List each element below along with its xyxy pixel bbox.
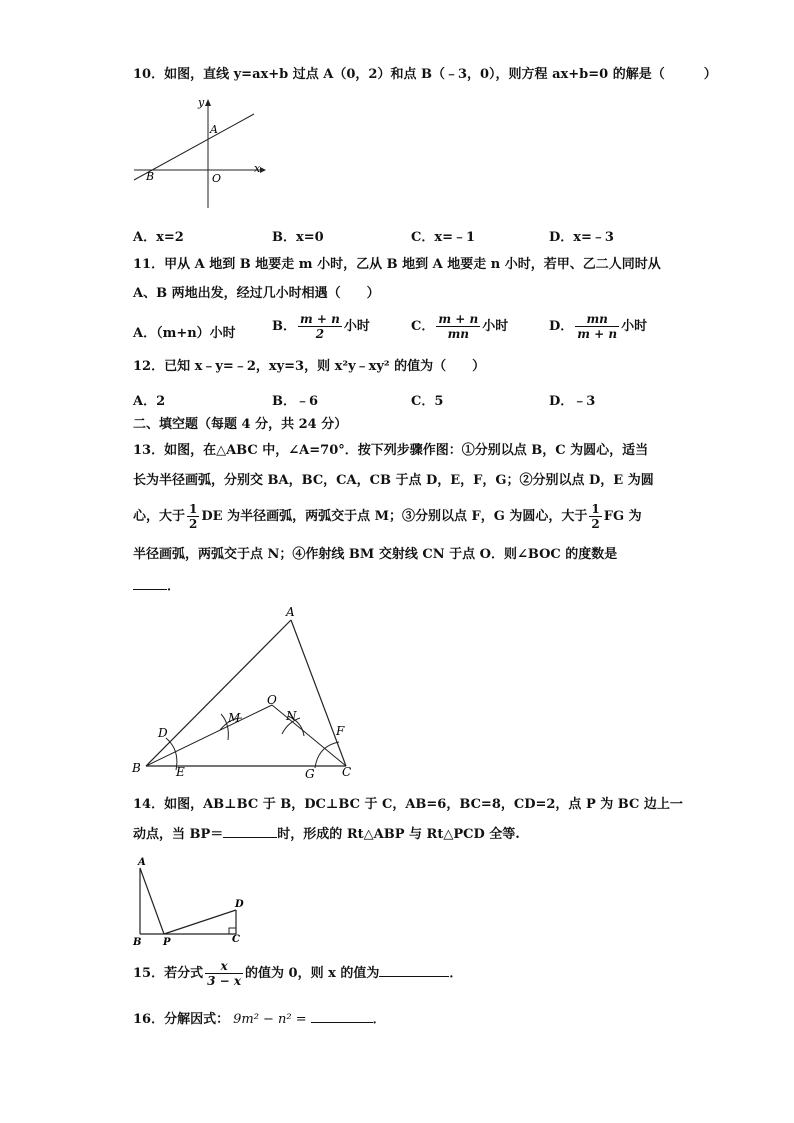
q12-stem: 12．已知 x﹣y=﹣2，xy=3，则 x²y﹣xy² 的值为（ ） xyxy=(133,359,486,374)
q10-figure xyxy=(130,96,270,211)
q11-line2: A、B 两地出发，经过几小时相遇（ ） xyxy=(133,286,380,301)
q12-option-b[interactable]: B．﹣6 xyxy=(272,394,319,409)
q14-line2: 动点，当 BP＝ 时，形成的 Rt△ABP 与 Rt△PCD 全等. xyxy=(133,827,520,842)
q13-line3: 心，大于 $\frac{1}{2}$ DE 为半径画弧，两弧交于点 M；③分别以点 F，G 为圆心，大于 $\frac{1}{2}$ FG 为 xyxy=(133,502,642,531)
q10-option-b[interactable]: B．x=0 xyxy=(272,230,324,245)
q15-line: 15．若分式 $\frac{x}{3 - x}$ 的值为 0，则 x 的值为 ． xyxy=(133,959,463,988)
q11-line1: 11．甲从 A 地到 B 地要走 m 小时，乙从 B 地到 A 地要走 n 小时，若甲、乙二人同时从 xyxy=(133,257,661,272)
q12-option-c[interactable]: C．5 xyxy=(411,394,444,409)
label-c: C xyxy=(232,934,240,945)
label-b: B xyxy=(132,761,141,775)
label-a: A xyxy=(210,123,218,136)
q16-line: 16．分解因式： 9m² − n² = ． xyxy=(133,1012,386,1027)
q14-line1: 14．如图，AB⊥BC 于 B，DC⊥BC 于 C，AB=6，BC=8，CD=2，点 P 为 BC 边上一 xyxy=(133,797,683,812)
q10-option-a[interactable]: A．x=2 xyxy=(133,230,184,245)
label-a: A xyxy=(138,857,146,868)
q13-answer-blank[interactable] xyxy=(133,589,167,590)
q13-line4: 半径画弧，两弧交于点 N；④作射线 BM 交射线 CN 于点 O．则∠BOC 的度数是 xyxy=(133,547,618,562)
q14-answer-blank[interactable] xyxy=(223,837,277,838)
label-f: F xyxy=(336,724,345,738)
q13-line2: 长为半径画弧，分别交 BA，BC，CA，CB 于点 D，E，F，G；②分别以点 D，E 为圆 xyxy=(133,473,654,488)
q10-option-d[interactable]: D．x=﹣3 xyxy=(549,230,614,245)
q13-answer-line[interactable]: ． xyxy=(133,578,180,596)
label-c: C xyxy=(342,765,352,779)
q13-line1: 13．如图，在△ABC 中，∠A=70°．按下列步骤作图：①分别以点 B，C 为圆心，适当 xyxy=(133,443,649,458)
label-y: y xyxy=(198,96,205,109)
q12-option-a[interactable]: A．2 xyxy=(133,394,166,409)
q12-option-d[interactable]: D．﹣3 xyxy=(549,394,596,409)
label-d: D xyxy=(158,726,168,740)
q15-answer-blank[interactable] xyxy=(379,976,449,977)
label-n: N xyxy=(286,709,297,723)
q11-option-c[interactable]: C． $\frac{m + n}{mn}$ 小时 xyxy=(411,312,509,341)
section-heading: 二、填空题（每题 4 分，共 24 分） xyxy=(133,417,348,432)
label-e: E xyxy=(176,765,185,779)
label-b: B xyxy=(146,170,155,183)
label-p: P xyxy=(163,937,171,948)
q11-option-a[interactable]: A．（m+n）小时 xyxy=(133,326,236,341)
q11-option-d[interactable]: D． $\frac{mn}{m + n}$ 小时 xyxy=(549,312,648,341)
q10-stem: 10．如图，直线 y=ax+b 过点 A（0，2）和点 B（﹣3，0），则方程 ax+b=0 的解是（ ） xyxy=(133,67,717,82)
q10-option-c[interactable]: C．x=﹣1 xyxy=(411,230,476,245)
q16-answer-blank[interactable] xyxy=(311,1022,373,1023)
label-x: x xyxy=(254,162,261,175)
label-o: O xyxy=(212,172,222,185)
q11-option-b[interactable]: B． $\frac{m + n}{2}$ 小时 xyxy=(272,312,370,341)
label-g: G xyxy=(305,767,315,781)
q14-figure xyxy=(130,856,255,948)
label-b: B xyxy=(133,937,142,948)
label-o: O xyxy=(267,693,277,707)
label-m: M xyxy=(228,711,241,725)
q13-figure xyxy=(128,602,368,787)
label-a: A xyxy=(286,605,295,619)
label-d: D xyxy=(235,899,244,910)
